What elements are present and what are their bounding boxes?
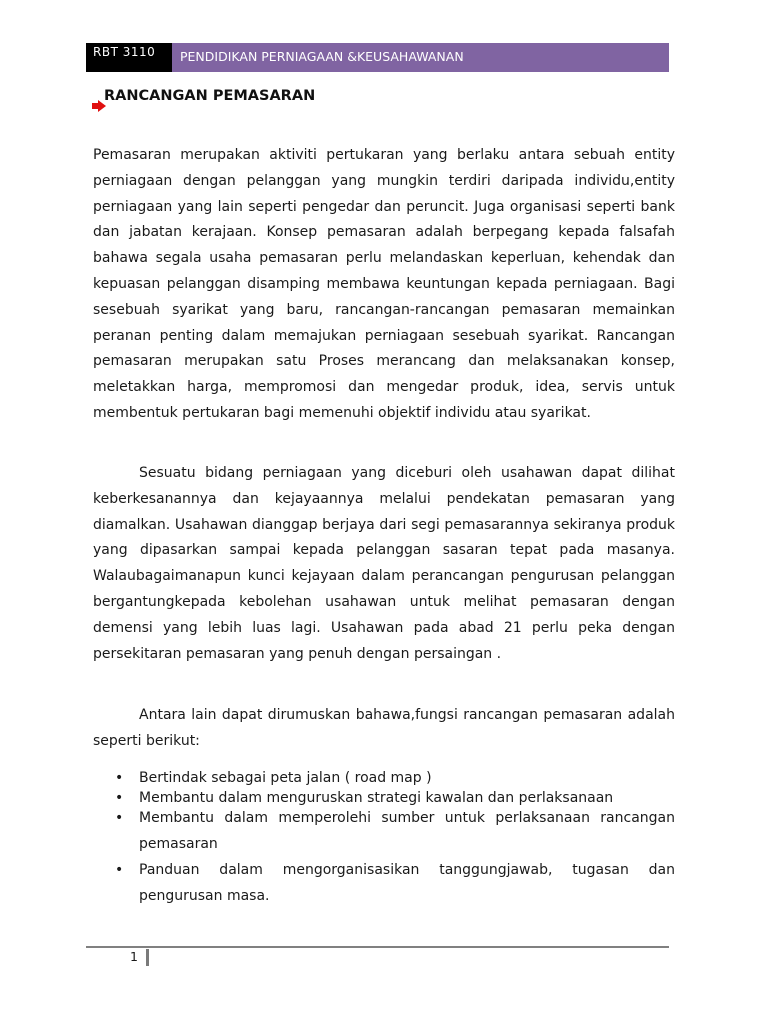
course-title: PENDIDIKAN PERNIAGAAN &KEUSAHAWANAN <box>172 43 669 72</box>
list-item: • Membantu dalam memperolehi sumber untuk perlaksanaan rancangan pemasaran <box>93 805 675 857</box>
paragraph-1: Pemasaran merupakan aktiviti pertukaran yang berlaku antara sebuah entity perniagaan dengan pelanggan yang mungkin terdiri daripada individu,entity perniagaan yang lain seperti pengedar dan peruncit. Juga organisasi seperti bank dan jabatan kerajaan. Konsep pemasaran adalah berpegang kepada falsafah bahawa segala usaha pemasaran perlu melandaskan keperluan, kehendak dan kepuasan pelanggan disamping membawa keuntungan kepada perniagaan. Bagi sesebuah syarikat yang baru, rancangan-rancangan pemasaran memainkan peranan penting dalam memajukan perniagaan sesebuah syarikat. Rancangan pemasaran merupakan satu Proses merancang dan melaksanakan konsep, meletakkan harga, mempromosi dan mengedar produk, idea, servis untuk membentuk pertukaran bagi memenuhi objektif individu atau syarikat. <box>93 147 675 421</box>
list-item: • Panduan dalam mengorganisasikan tanggungjawab, tugasan dan pengurusan masa. <box>93 857 675 909</box>
page-number-bar <box>146 949 149 966</box>
paragraph-2: Sesuatu bidang perniagaan yang diceburi oleh usahawan dapat dilihat keberkesanannya dan kejayaannya melalui pendekatan pemasaran yang diamalkan. Usahawan dianggap berjaya dari segi pemasarannya sekiranya produk yang dipasarkan sampai kepada pelanggan sasaran tepat pada masanya. Walaubagaimanapun kunci kejayaan dalam perancangan pengurusan pelanggan bergantungkepada kebolehan usahawan untuk melihat pemasaran dengan demensi yang lebih luas lagi. Usahawan pada abad 21 perlu peka dengan persekitaran pemasaran yang penuh dengan persaingan . <box>93 465 675 662</box>
list-item: • Bertindak sebagai peta jalan ( road map ) <box>93 768 675 788</box>
section-title: RANCANGAN PEMASARAN <box>104 88 316 104</box>
page-header <box>86 43 669 72</box>
list-item: • Membantu dalam menguruskan strategi kawalan dan perlaksanaan <box>93 788 675 808</box>
page-number: 1 <box>130 949 138 964</box>
paragraph-3: Antara lain dapat dirumuskan bahawa,fungsi rancangan pemasaran adalah seperti berikut: <box>93 707 675 749</box>
footer-divider <box>86 946 669 948</box>
function-list <box>93 768 675 909</box>
course-code: RBT 3110 <box>86 43 172 72</box>
